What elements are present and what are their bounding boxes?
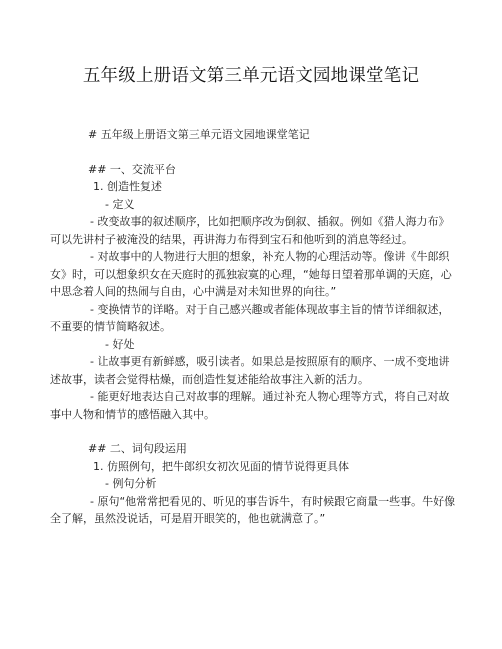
- heading-1: # 五年级上册语文第三单元语文园地课堂笔记: [88, 128, 310, 141]
- document-title: 五年级上册语文第三单元语文园地课堂笔记: [82, 66, 420, 86]
- list-item-imitate-example: 1. 仿照例句，把牛郎织女初次见面的情节说得更具体: [93, 459, 349, 473]
- heading-2-exchange: ## 一、交流平台: [88, 162, 176, 176]
- definition-point-detail: - 变换情节的详略。对于自己感兴趣或者能体现故事主旨的情节详细叙述，不重要的情节简略叙述。: [50, 302, 450, 333]
- list-item-creative-retelling: 1. 创造性复述: [93, 180, 162, 193]
- heading-2-words-sentences: ## 二、词句段运用: [88, 442, 187, 455]
- benefit-point-freshness: - 让故事更有新鲜感，吸引读者。如果总是按照原有的顺序、一成不变地讲述故事，读者会觉得枯燥，而创造性复述能给故事注入新的活力。: [50, 355, 450, 386]
- example-original-sentence: - 原句“他常常把看见的、听见的事告诉牛，有时候跟它商量一些事。牛好像全了解，虽然没说话，可是眉开眼笑的，他也就满意了。”: [50, 494, 456, 525]
- sub-item-example-analysis: - 例句分析: [105, 477, 157, 490]
- document-body: [50, 126, 458, 528]
- definition-point-imagination: - 对故事中的人物进行大胆的想象，补充人物的心理活动等。像讲《牛郎织女》时，可以想象织女在天庭时的孤独寂寞的心理，“她每日望着那单调的天庭，心中思念着人间的热闹与自由，心中满是对未知世界的向往。”: [50, 250, 452, 298]
- sub-item-benefit: - 好处: [105, 337, 135, 351]
- benefit-point-understanding: - 能更好地表达自己对故事的理解。通过补充人物心理等方式，将自己对故事中人物和情节的感悟融入其中。: [50, 390, 450, 421]
- definition-point-order: - 改变故事的叙述顺序，比如把顺序改为倒叙、插叙。例如《猎人海力布》可以先讲村子被淹没的结果，再讲海力布得到宝石和他听到的消息等经过。: [50, 215, 450, 246]
- sub-item-definition: - 定义: [105, 197, 135, 211]
